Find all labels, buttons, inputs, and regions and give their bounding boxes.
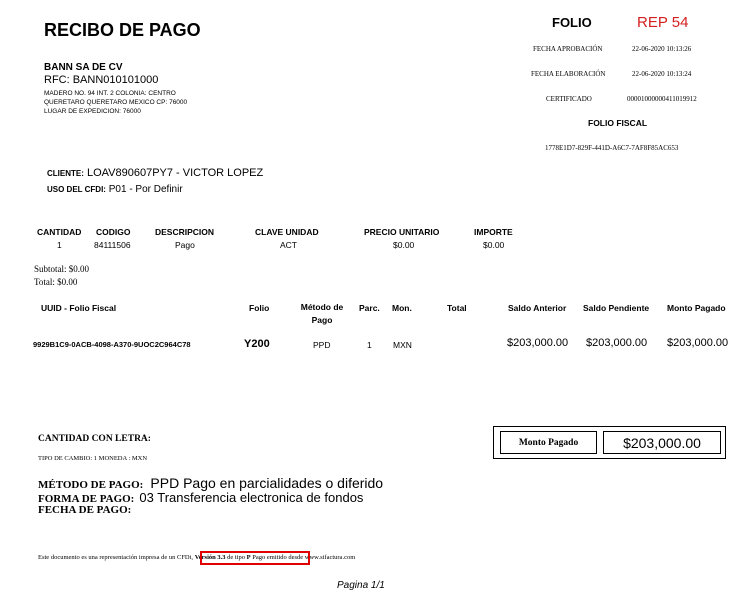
footer-text-after: emitido desde www.sifactura.com <box>265 554 356 561</box>
cell-clave-unidad: ACT <box>280 240 297 250</box>
uso-cfdi-label: USO DEL CFDI: <box>47 185 106 194</box>
footer-text-before: Este documento es una representación impresa de un <box>38 554 177 561</box>
cliente-label: CLIENTE: <box>47 169 84 178</box>
col-header-cantidad: CANTIDAD <box>37 227 82 237</box>
cliente-row <box>47 167 263 179</box>
folio-label: FOLIO <box>552 15 592 30</box>
col-header-metodo-line1: Método de <box>300 302 344 312</box>
highlight-box <box>200 551 310 565</box>
subtotal: Subtotal: $0.00 <box>34 264 90 274</box>
col-header-uuid: UUID - Folio Fiscal <box>41 303 117 313</box>
address-line: QUERETARO QUERETARO MEXICO CP: 76000 <box>44 99 188 106</box>
uso-cfdi-value: P01 - Por Definir <box>108 184 183 195</box>
tipo-cambio: TIPO DE CAMBIO: 1 MONEDA : MXN <box>38 455 148 462</box>
cell-monto-pagado: $203,000.00 <box>667 337 729 349</box>
address-line: LUGAR DE EXPEDICION: 76000 <box>44 108 141 115</box>
fecha-aprobacion-label: FECHA APROBACIÓN <box>533 45 603 53</box>
forma-pago-value: 03 Transferencia electronica de fondos <box>139 490 364 505</box>
folio-value: REP 54 <box>637 14 689 31</box>
col-header-metodo-line2: Pago <box>311 315 333 325</box>
col-header-clave-unidad: CLAVE UNIDAD <box>255 227 319 237</box>
footer-text-version: Versión 3.3 <box>194 554 226 561</box>
footer-text-de-tipo: de tipo <box>225 554 247 561</box>
monto-pagado-value: $203,000.00 <box>603 431 721 454</box>
metodo-pago-value: PPD Pago en parcialidades o diferido <box>150 475 384 491</box>
cell-metodo: PPD <box>313 340 331 350</box>
cell-saldo-pendiente: $203,000.00 <box>586 337 648 349</box>
fecha-pago-label: FECHA DE PAGO: <box>38 504 132 516</box>
footer-text-pago: Pago <box>250 554 266 561</box>
folio-fiscal-value: 1778E1D7-829F-441D-A6C7-7AF8F85AC653 <box>545 144 679 152</box>
cell-folio: Y200 <box>244 338 270 350</box>
cell-saldo-anterior: $203,000.00 <box>507 337 569 349</box>
document-title: RECIBO DE PAGO <box>44 20 201 40</box>
metodo-pago-label: MÉTODO DE PAGO: <box>38 479 144 491</box>
fecha-elaboracion-label: FECHA ELABORACIÓN <box>531 70 606 78</box>
col-header-total: Total <box>447 303 467 313</box>
cantidad-letra-label: CANTIDAD CON LETRA: <box>38 434 151 444</box>
page-number: Pagina 1/1 <box>337 580 385 591</box>
col-header-codigo: CODIGO <box>96 227 131 237</box>
address-line: MADERO NO. 94 INT. 2 COLONIA: CENTRO <box>44 90 176 97</box>
cell-codigo: 84111506 <box>94 240 131 250</box>
cell-precio-unitario: $0.00 <box>393 240 415 250</box>
company-name: BANN SA DE CV <box>44 62 123 73</box>
cell-descripcion: Pago <box>175 240 195 250</box>
cell-cantidad: 1 <box>57 240 62 250</box>
certificado-label: CERTIFICADO <box>546 95 592 103</box>
col-header-mon: Mon. <box>392 303 412 313</box>
company-rfc: RFC: BANN010101000 <box>44 74 159 86</box>
cell-uuid: 9929B1C9-0ACB-4098-A370-9UOC2C964C78 <box>33 340 191 349</box>
col-header-monto-pagado: Monto Pagado <box>667 303 726 313</box>
col-header-parc: Parc. <box>359 303 380 313</box>
fecha-aprobacion-value: 22-06-2020 10:13:26 <box>632 45 692 53</box>
footer-text-cfdi: CFDi, <box>176 554 195 561</box>
col-header-folio: Folio <box>249 303 270 313</box>
folio-fiscal-label: FOLIO FISCAL <box>588 118 648 128</box>
certificado-value: 00001000000411019912 <box>627 95 697 103</box>
forma-pago-label: FORMA DE PAGO: <box>38 493 135 505</box>
cell-importe: $0.00 <box>483 240 505 250</box>
col-header-importe: IMPORTE <box>474 227 513 237</box>
cell-mon: MXN <box>393 340 412 350</box>
cliente-value: LOAV890607PY7 - VICTOR LOPEZ <box>86 167 264 179</box>
col-header-saldo-pendiente: Saldo Pendiente <box>583 303 650 313</box>
total: Total: $0.00 <box>34 277 78 287</box>
monto-pagado-label: Monto Pagado <box>500 431 597 454</box>
metodo-pago-row <box>38 475 383 491</box>
forma-pago-row <box>38 490 363 505</box>
col-header-saldo-anterior: Saldo Anterior <box>508 303 567 313</box>
col-header-precio-unitario: PRECIO UNITARIO <box>364 227 440 237</box>
fecha-elaboracion-value: 22-06-2020 10:13:24 <box>632 70 692 78</box>
col-header-descripcion: DESCRIPCION <box>155 227 215 237</box>
uso-cfdi-row <box>47 184 183 195</box>
cell-parc: 1 <box>367 340 372 350</box>
fecha-pago-row <box>38 504 131 516</box>
footer-text-p: P <box>246 554 251 561</box>
col-header-metodo <box>296 302 348 325</box>
